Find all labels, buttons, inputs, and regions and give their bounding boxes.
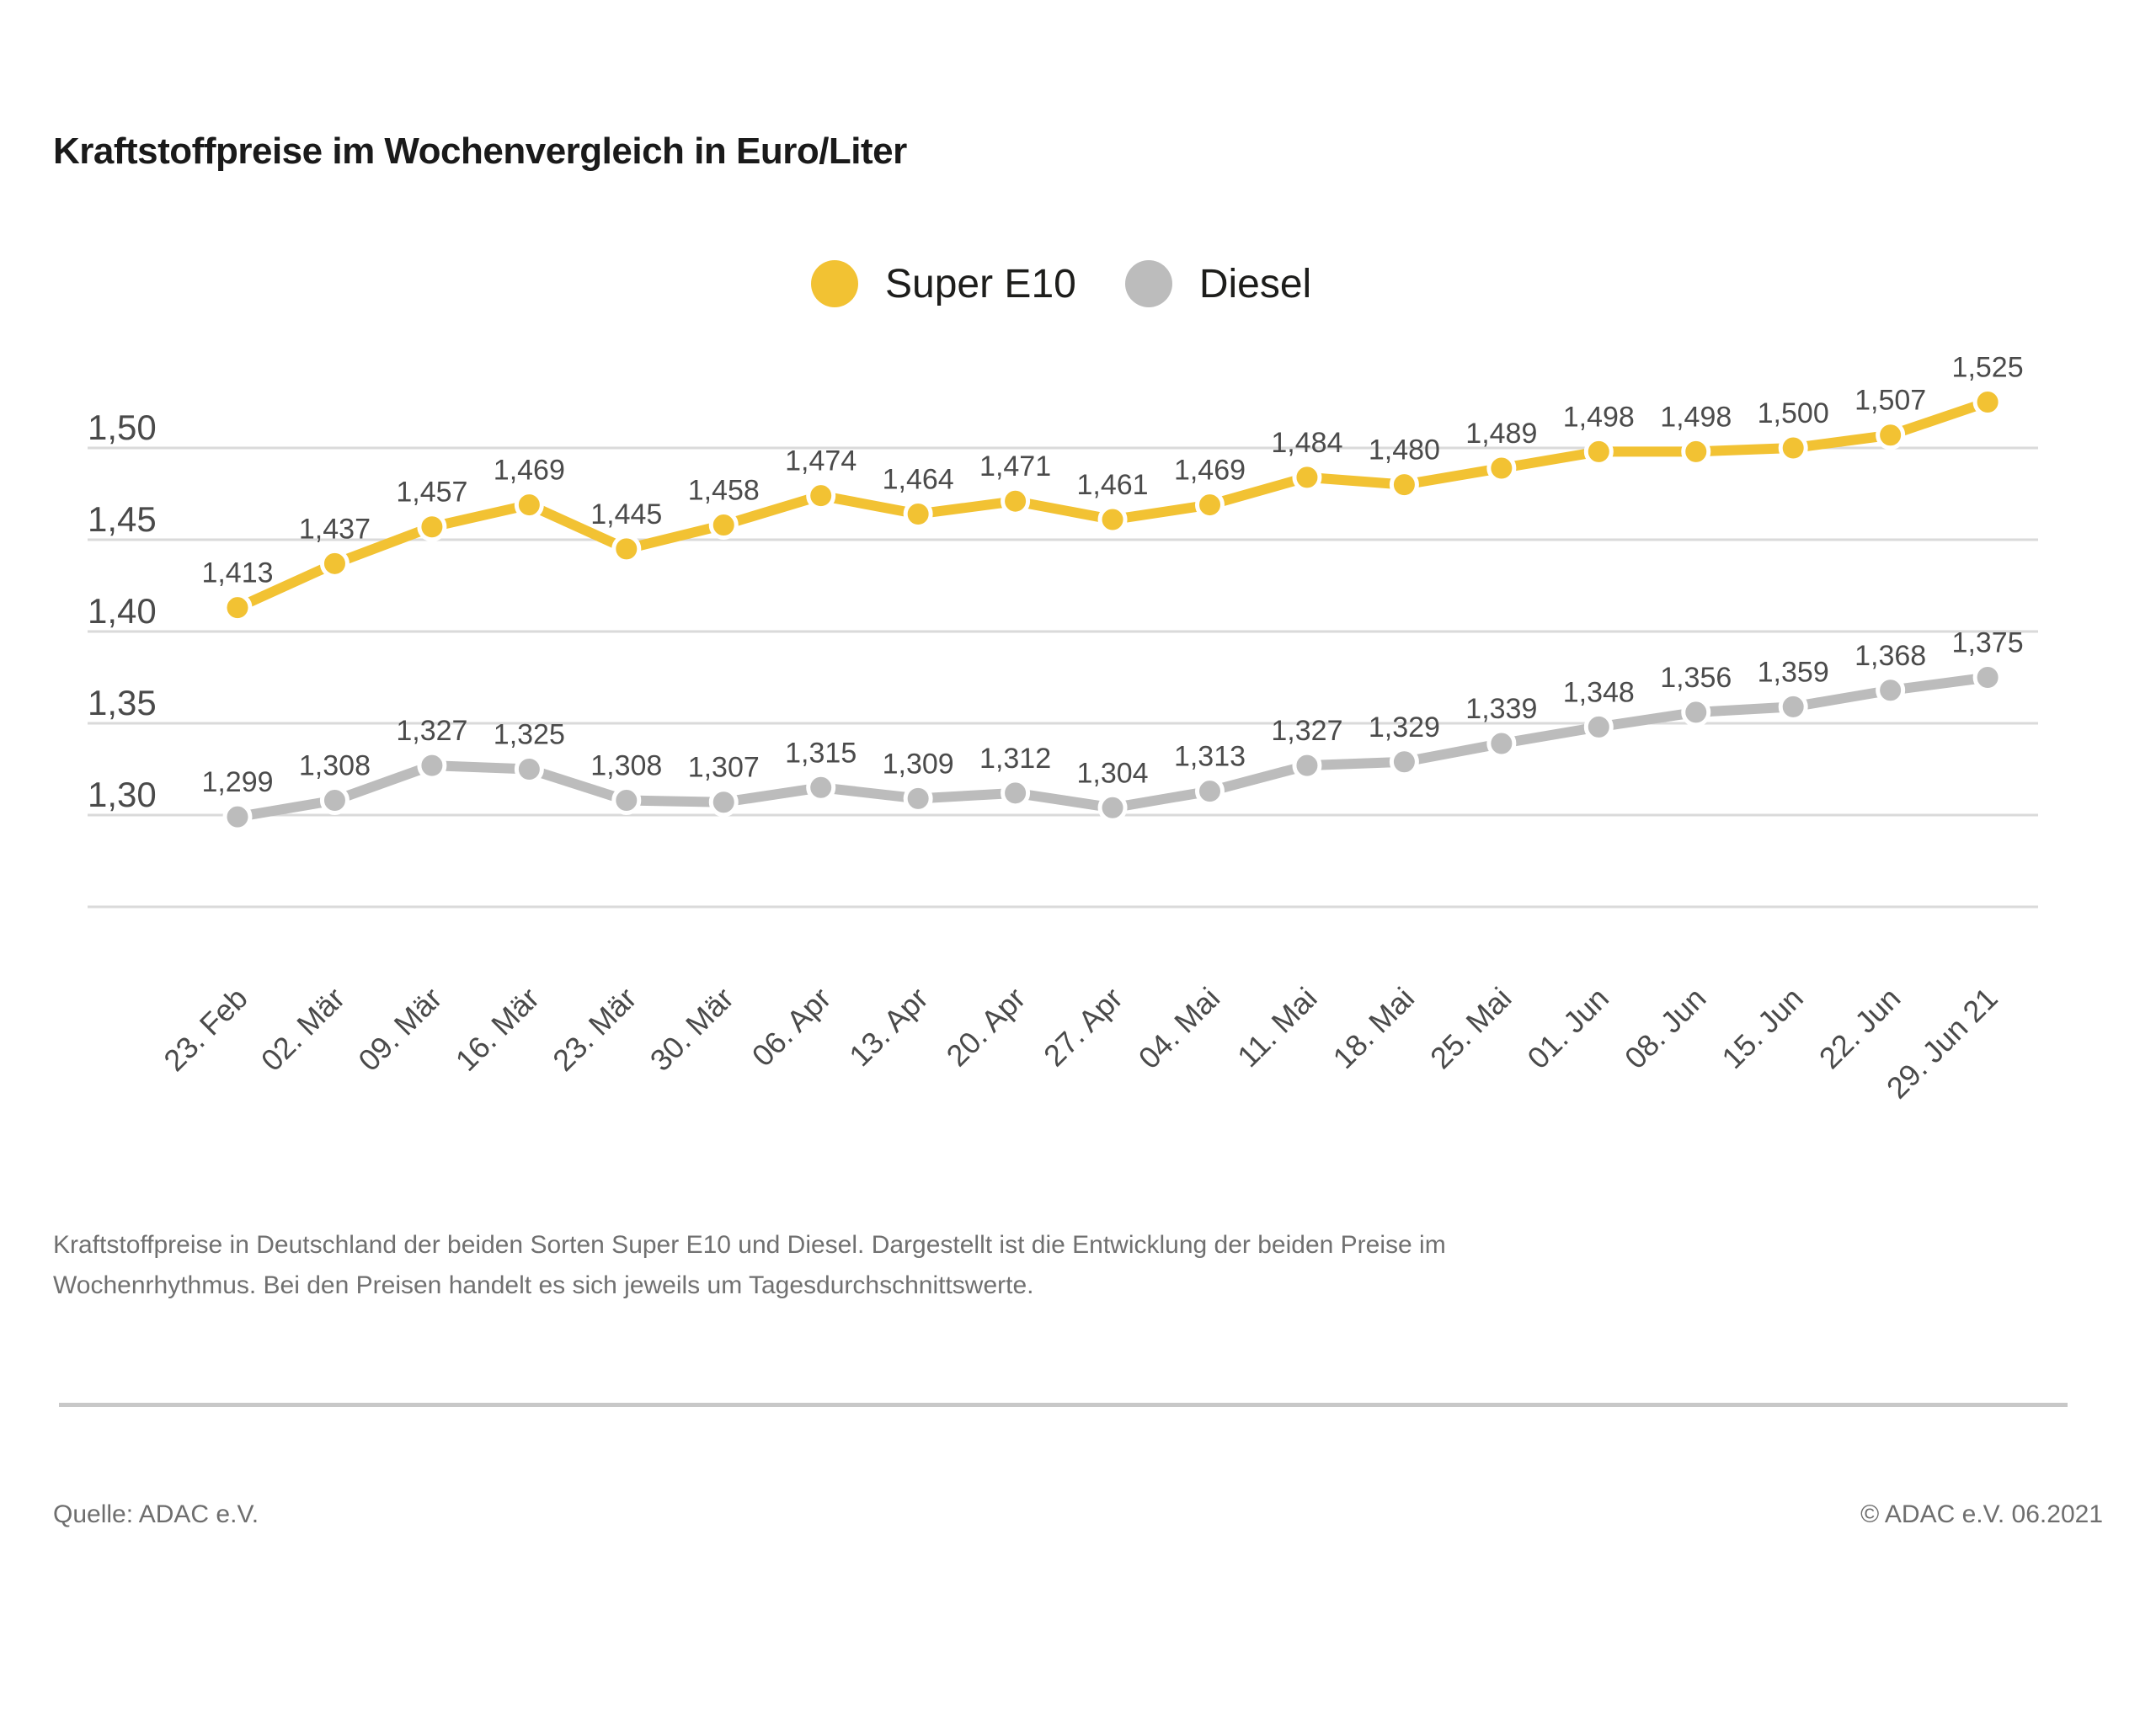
diesel-value-label: 1,309 [882,748,954,781]
diesel-value-label: 1,368 [1854,639,1927,672]
x-axis-tick-label: 01. Jun [1520,980,1615,1076]
x-axis-tick-label: 23. Mär [546,980,643,1078]
diesel-point [1294,753,1320,778]
super-e10-value-label: 1,445 [590,498,663,530]
x-axis-tick-label: 13. Apr [842,980,935,1074]
super-e10-value-label: 1,484 [1271,426,1343,459]
super-e10-value-label: 1,507 [1854,384,1927,417]
super-e10-value-label: 1,474 [785,445,857,477]
x-axis-tick-label: 04. Mai [1131,980,1227,1076]
super-e10-point [1586,439,1611,464]
super-e10-point [516,493,542,518]
diesel-point [614,788,639,813]
x-axis-tick-label: 22. Jun [1812,980,1908,1076]
super-e10-point [1100,507,1125,532]
diesel-value-label: 1,359 [1757,656,1829,689]
super-e10-value-label: 1,458 [687,474,760,507]
caption-line-1: Kraftstoffpreise in Deutschland der beiden Sorten Super E10 und Diesel. Dargestellt ist die Entwicklung der beiden Preise im [53,1231,1446,1259]
diesel-value-label: 1,356 [1660,661,1732,694]
x-axis-tick-label: 15. Jun [1715,980,1810,1076]
diesel-point [905,786,931,811]
super-e10-value-label: 1,469 [1173,454,1246,487]
diesel-point [322,788,347,813]
super-e10-point [905,501,931,526]
super-e10-point [225,595,250,621]
super-e10-value-label: 1,457 [396,476,468,509]
y-axis-tick-label: 1,45 [88,499,157,539]
y-axis-tick-label: 1,30 [88,775,157,814]
diesel-value-label: 1,304 [1076,757,1149,790]
super-e10-point [419,514,445,540]
footer-divider [59,1403,2068,1407]
page-title: Kraftstoffpreise im Wochenvergleich in Euro/Liter [53,131,907,172]
super-e10-value-label: 1,489 [1465,417,1538,450]
diesel-value-label: 1,308 [590,749,663,782]
diesel-value-label: 1,339 [1465,692,1538,725]
diesel-value-label: 1,312 [979,742,1052,775]
caption-line-2: Wochenrhythmus. Bei den Preisen handelt es sich jeweils um Tagesdurchschnittswerte. [53,1271,1034,1299]
super-e10-point [711,513,736,538]
diesel-value-label: 1,329 [1368,711,1440,743]
x-axis-tick-label: 02. Mär [253,980,352,1078]
super-e10-value-label: 1,498 [1660,401,1732,434]
x-axis-tick-label: 09. Mär [351,980,449,1078]
diesel-value-label: 1,327 [1271,715,1343,748]
super-e10-point [1198,493,1223,518]
super-e10-value-label: 1,469 [493,454,565,487]
super-e10-value-label: 1,480 [1368,434,1440,466]
diesel-value-label: 1,307 [687,751,760,784]
diesel-point [1100,795,1125,820]
x-axis-tick-label: 25. Mai [1423,980,1518,1076]
super-e10-value-label: 1,525 [1951,351,2024,384]
super-e10-value-label: 1,498 [1562,401,1635,434]
diesel-value-label: 1,348 [1562,676,1635,709]
x-axis-tick-label: 23. Feb [157,980,254,1078]
diesel-point [1198,779,1223,804]
y-axis-tick-label: 1,40 [88,591,157,631]
super-e10-point [1489,456,1514,481]
source-text: Quelle: ADAC e.V. [53,1500,259,1528]
x-axis-tick-label: 29. Jun 21 [1879,980,2004,1106]
x-axis-tick-label: 27. Apr [1037,980,1129,1074]
x-axis-tick-label: 20. Apr [939,980,1033,1074]
super-e10-value-label: 1,464 [882,463,954,496]
super-e10-point [1780,435,1806,461]
diesel-point [1878,678,1903,703]
diesel-value-label: 1,375 [1951,626,2024,659]
super-e10-point [1878,423,1903,448]
diesel-point [1489,731,1514,756]
legend-label-diesel: Diesel [1198,261,1312,306]
y-axis-tick-label: 1,35 [88,683,157,722]
super-e10-point [808,483,834,509]
diesel-point [225,804,250,829]
diesel-point [1003,781,1028,806]
x-axis-tick-label: 08. Jun [1617,980,1713,1076]
copyright-text: © ADAC e.V. 06.2021 [1860,1500,2103,1528]
diesel-point [1586,714,1611,739]
chart-caption [53,1225,1906,1306]
super-e10-point [1294,465,1320,490]
super-e10-point [1391,472,1417,498]
super-e10-value-label: 1,437 [298,513,371,546]
diesel-point [516,757,542,782]
diesel-value-label: 1,313 [1173,740,1246,773]
diesel-point [419,753,445,778]
super-e10-point [322,551,347,576]
x-axis-tick-label: 30. Mär [643,980,740,1078]
super-e10-point [614,536,639,562]
x-axis-tick-label: 06. Apr [744,980,838,1074]
x-axis-tick-label: 11. Mai [1230,980,1324,1074]
legend-label-super-e10: Super E10 [885,261,1076,306]
diesel-point [1975,665,2000,690]
super-e10-point [1684,439,1709,464]
diesel-value-label: 1,327 [396,715,468,748]
super-e10-point [1003,488,1028,514]
super-e10-value-label: 1,471 [979,450,1052,483]
x-axis-tick-label: 18. Mai [1326,980,1422,1076]
diesel-value-label: 1,299 [201,766,274,799]
diesel-point [1684,700,1709,725]
diesel-value-label: 1,325 [493,718,565,751]
x-axis-tick-label: 16. Mär [448,980,547,1078]
diesel-value-label: 1,308 [298,749,371,782]
super-e10-point [1975,390,2000,415]
diesel-point [808,775,834,800]
diesel-point [1780,694,1806,719]
super-e10-value-label: 1,461 [1076,469,1149,502]
super-e10-value-label: 1,500 [1757,397,1829,429]
diesel-point [1391,749,1417,775]
y-axis-tick-label: 1,50 [88,408,157,447]
diesel-point [711,790,736,815]
diesel-value-label: 1,315 [785,737,857,770]
super-e10-value-label: 1,413 [201,557,274,589]
